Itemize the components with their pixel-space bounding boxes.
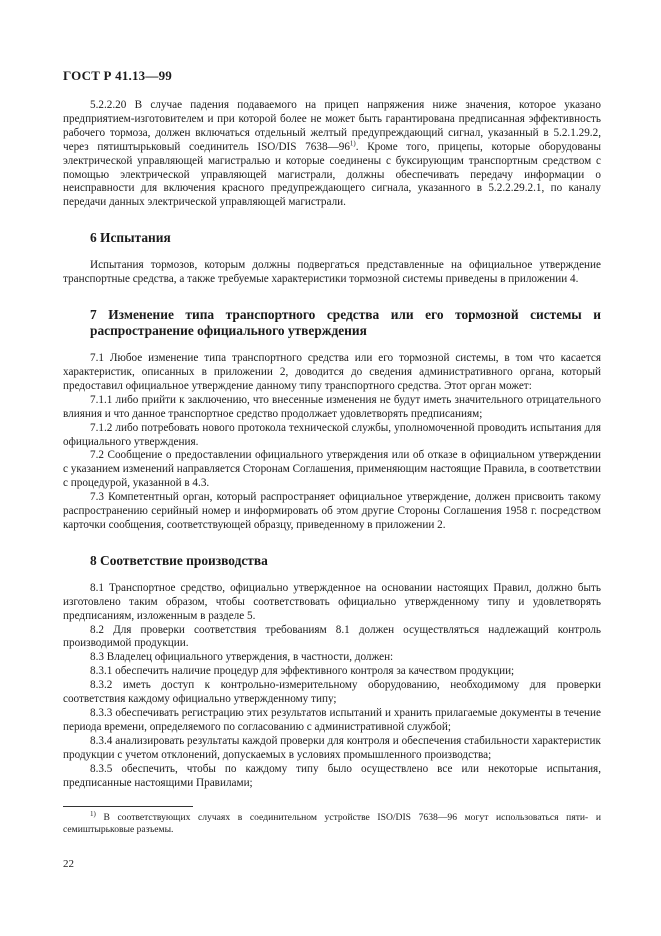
footnote-divider (63, 806, 193, 807)
paragraph-text: 5.2.2.20 В случае падения подаваемого на прицеп напряжения ниже значения, которое указано предприятием-изготовителем и при которой более не может быть гарантирована предписанная эффективность рабочего тормоза, должен включаться отдельный желтый предупреждающий сигнал, указанный в 5.2.1.29.2, через пятиштырьковый соединитель ISO/DIS 7638—96 (63, 99, 601, 153)
paragraph-5-2-2-20 (63, 99, 601, 210)
section-8-heading: 8 Соответствие производства (90, 552, 268, 568)
paragraph-8-3-1: 8.3.1 обеспечить наличие процедур для эффективного контроля за качеством продукции; (90, 665, 515, 678)
paragraph-8-3-4: 8.3.4 анализировать результаты каждой проверки для контроля и обеспечения стабильности характеристик продукции с учетом отклонений, допускаемых в условиях промышленного производства; (63, 734, 601, 761)
paragraph-7-1-1: 7.1.1 либо прийти к заключению, что внесенные изменения не будут иметь значительного отрицательного влияния и что данное транспортное средство продолжает удовлетворять предписаниям; (63, 393, 601, 420)
footnote (63, 806, 601, 836)
paragraph-8-3: 8.3 Владелец официального утверждения, в частности, должен: (90, 651, 394, 664)
paragraph-text-cont: . Кроме того, прицепы, которые оборудованы электрической управляющей магистралью и которые соединены с буксирующим транспортным средством с помощью электрической управляющей магистрали, должны обеспечивать передачу информации о неисправности для включения красного предупреждающего сигнала, указанного в 5.2.2.29.2.1, по каналу передачи данных электрической управляющей магистрали. (63, 140, 601, 209)
paragraph-7-2: 7.2 Сообщение о предоставлении официального утверждения или об отказе в официальном утверждении с указанием изменений направляется Сторонам Соглашения, применяющим настоящие Правила, в соответствии с процедурой, указанной в 4.3. (63, 449, 601, 490)
footnote-body: В соответствующих случаях в соединительном устройстве ISO/DIS 7638—96 могут использоваться пяти- и семиштырьковые разъемы. (63, 812, 601, 836)
paragraph-8-3-3: 8.3.3 обеспечивать регистрацию этих результатов испытаний и хранить прилагаемые документы в течение периода времени, определяемого по согласованию с административной службой; (63, 707, 601, 733)
paragraph-8-2: 8.2 Для проверки соответствия требованиям 8.1 должен осуществляться надлежащий контроль производимой продукции. (63, 623, 601, 650)
standard-header: ГОСТ Р 41.13—99 (63, 68, 172, 83)
section-6-paragraph: Испытания тормозов, которым должны подвергаться представленные на официальное утверждение транспортные средства, а также требуемые характеристики тормозной системы приведены в приложении 4. (63, 259, 601, 286)
paragraph-7-1: 7.1 Любое изменение типа транспортного средства или его тормозной системы, в том что касается характеристик, описанных в приложении 2, доводится до сведения административного органа, который предоставил официальное утверждение данному типу транспортного средства. Этот орган может: (63, 352, 601, 392)
paragraph-7-3: 7.3 Компетентный орган, который распространяет официальное утверждение, должен присвоить такому распространению серийный номер и информировать об этом другие Стороны Соглашения 1958 г. посредством карточки сообщения, соответствующей образцу, приведенному в приложении 2. (63, 491, 601, 531)
paragraph-7-1-2: 7.1.2 либо потребовать нового протокола технической службы, уполномоченной проводить испытания для официального утверждения. (63, 421, 601, 448)
footnote-text (63, 809, 601, 836)
section-6-heading: 6 Испытания (90, 230, 171, 246)
body-text (63, 99, 601, 790)
page-number: 22 (63, 858, 74, 870)
paragraph-8-3-2: 8.3.2 иметь доступ к контрольно-измерительному оборудованию, необходимому для проверки соответствия каждому официально утвержденному типу; (63, 679, 601, 706)
footnote-ref[interactable]: 1) (349, 138, 356, 147)
paragraph-8-1: 8.1 Транспортное средство, официально утвержденное на основании настоящих Правил, должно быть изготовлено таким образом, чтобы соответствовать официально утвержденному типу и удовлетворять предписаниям, изложенным в разделе 5. (63, 581, 601, 622)
section-7-heading: 7 Изменение типа транспортного средства или его тормозной системы и распространение официального утверждения (90, 307, 601, 339)
footnote-marker: 1) (90, 809, 96, 818)
paragraph-8-3-5: 8.3.5 обеспечить, чтобы по каждому типу было осуществлено все или некоторые испытания, предписанные настоящими Правилами; (63, 762, 601, 789)
